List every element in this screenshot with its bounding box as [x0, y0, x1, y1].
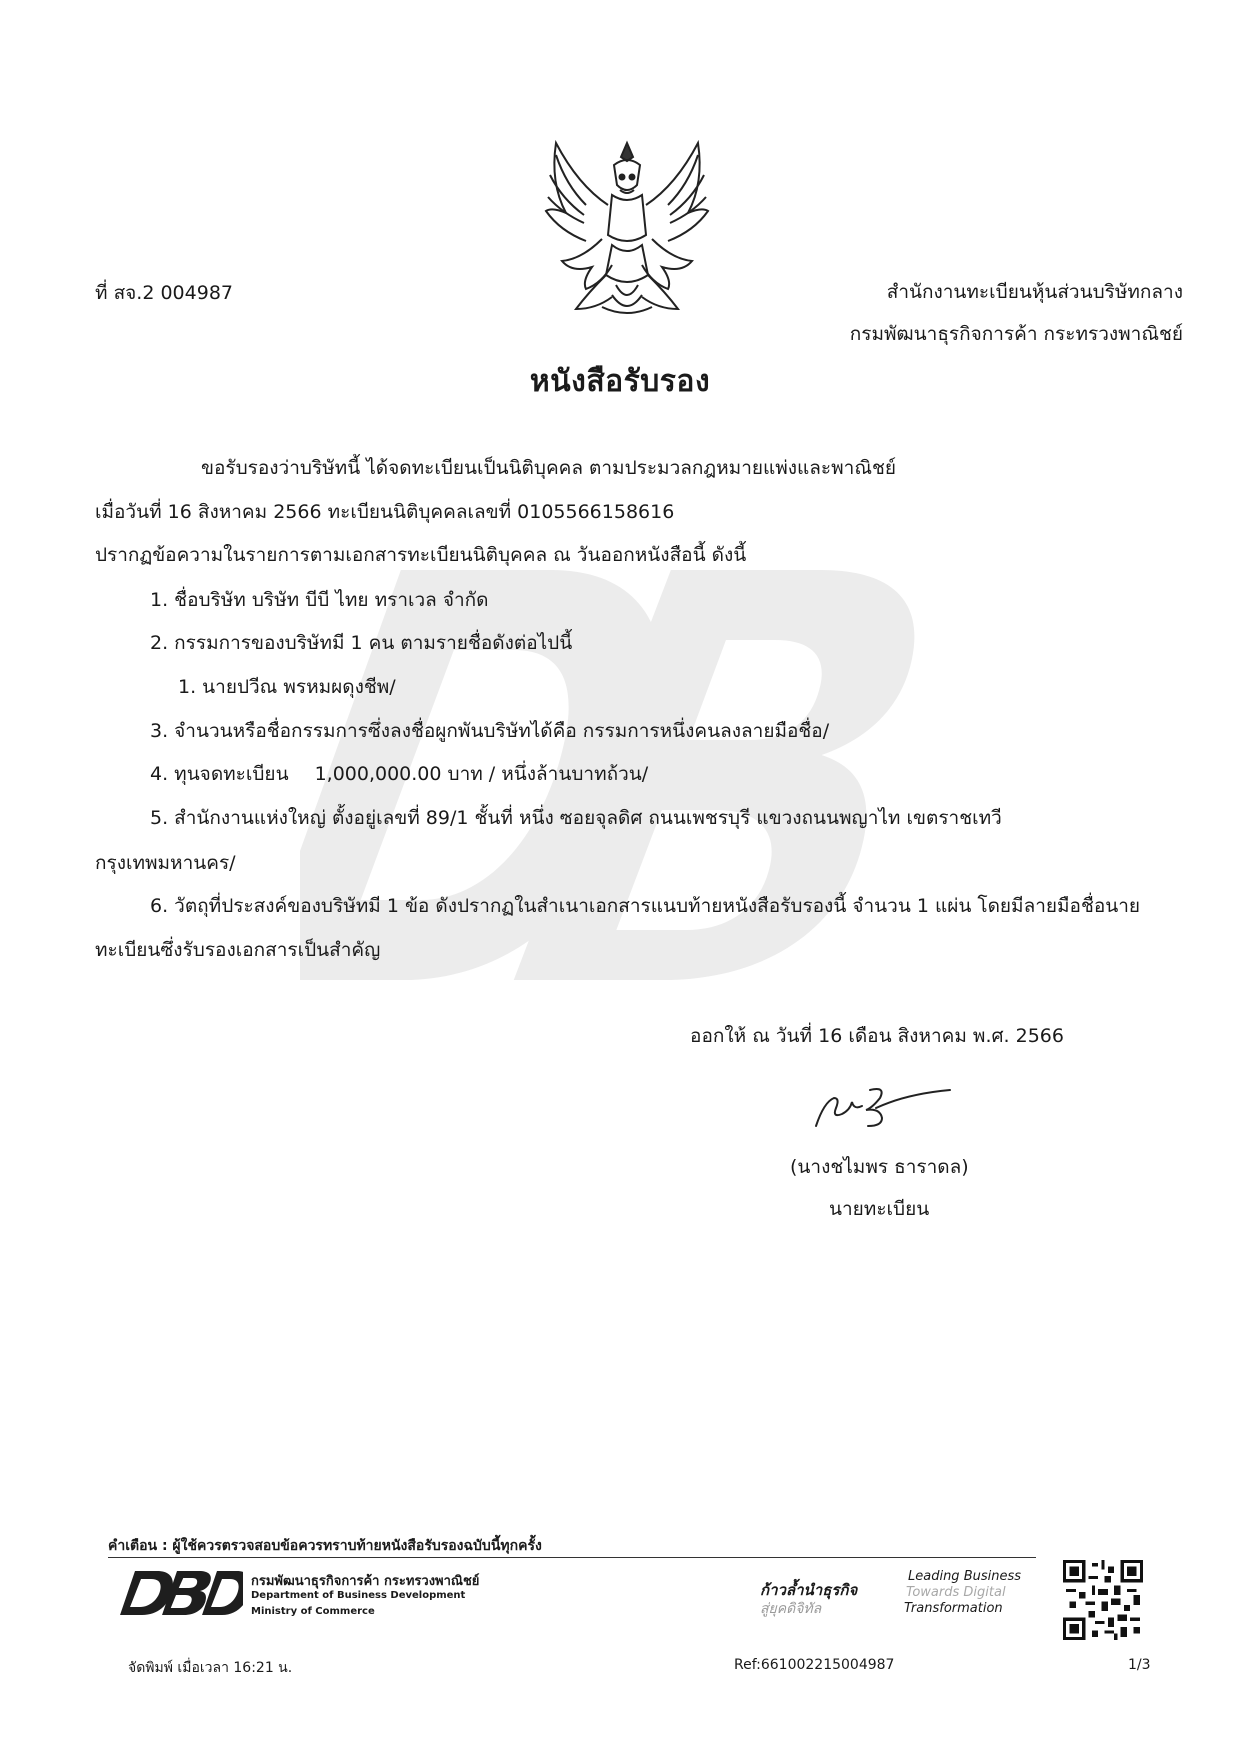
slogan-en-line-1: Leading Business [908, 1569, 1022, 1584]
document-title: หนังสือรับรอง [529, 364, 711, 399]
signer-title: นายทะเบียน [829, 1198, 930, 1220]
reference-code: Ref:661002215004987 [734, 1657, 895, 1673]
footer-divider [108, 1557, 1036, 1558]
department-name: กรมพัฒนาธุรกิจการค้า กระทรวงพาณิชย์ [849, 323, 1183, 345]
capital-label: 4. ทุนจดทะเบียน [150, 763, 289, 785]
item-company-name: 1. ชื่อบริษัท บริษัท บีบี ไทย ทราเวล จำกัด [150, 589, 489, 611]
issue-date: ออกให้ ณ วันที่ 16 เดือน สิงหาคม พ.ศ. 2566 [690, 1025, 1064, 1047]
reference-number: ที่ สจ.2 004987 [95, 282, 233, 304]
office-name: สำนักงานทะเบียนหุ้นส่วนบริษัทกลาง [886, 281, 1183, 303]
slogan-th-line-2: สู่ยุคดิจิทัล [760, 1601, 822, 1617]
item-head-office-cont: กรุงเทพมหานคร/ [95, 852, 236, 874]
footer-department-en: Department of Business Development [251, 1590, 466, 1601]
slogan-en-line-2: Towards Digital [906, 1585, 1006, 1600]
paragraph-certify: ขอรับรองว่าบริษัทนี้ ได้จดทะเบียนเป็นนิติบุคคล ตามประมวลกฎหมายแพ่งและพาณิชย์ [201, 457, 896, 479]
print-time: จัดพิมพ์ เมื่อเวลา 16:21 น. [128, 1660, 293, 1676]
paragraph-details-intro: ปรากฏข้อความในรายการตามเอกสารทะเบียนนิติบุคคล ณ วันออกหนังสือนี้ ดังนี้ [95, 544, 747, 566]
slogan-th-line-1: ก้าวล้ำนำธุรกิจ [760, 1581, 858, 1599]
garuda-emblem-icon [542, 135, 712, 320]
registrar-signature-icon [812, 1082, 952, 1132]
footer-ministry-en: Ministry of Commerce [251, 1606, 375, 1617]
item-objectives: 6. วัตถุที่ประสงค์ของบริษัทมี 1 ข้อ ดังปรากฏในสำเนาเอกสารแนบท้ายหนังสือรับรองนี้ จำนวน 1 แผ่น โดยมีลายมือชื่อนาย [150, 895, 1141, 917]
item-objectives-cont: ทะเบียนซึ่งรับรองเอกสารเป็นสำคัญ [95, 939, 381, 961]
footer-warning: คำเตือน : ผู้ใช้ควรตรวจสอบข้อควรทราบท้ายหนังสือรับรองฉบับนี้ทุกครั้ง [108, 1538, 542, 1554]
item-signing-authority: 3. จำนวนหรือชื่อกรรมการซึ่งลงชื่อผูกพันบริษัทได้คือ กรรมการหนึ่งคนลงลายมือชื่อ/ [150, 720, 830, 742]
dbd-logo-icon [118, 1567, 243, 1617]
footer-department-th: กรมพัฒนาธุรกิจการค้า กระทรวงพาณิชย์ [251, 1574, 480, 1589]
qr-code-icon[interactable] [1063, 1560, 1143, 1640]
signer-name: (นางชไมพร ธาราดล) [790, 1156, 969, 1178]
item-registered-capital [150, 765, 648, 784]
page-number: 1/3 [1128, 1657, 1151, 1673]
item-director-1: 1. นายปวีณ พรหมผดุงชีพ/ [178, 676, 396, 698]
slogan-en-line-3: Transformation [904, 1601, 1003, 1616]
item-head-office: 5. สำนักงานแห่งใหญ่ ตั้งอยู่เลขที่ 89/1 ชั้นที่ หนึ่ง ซอยจุลดิศ ถนนเพชรบุรี แขวงถนนพญาไท เขตราชเทวี [150, 807, 1002, 829]
capital-amount: 1,000,000.00 บาท / หนึ่งล้านบาทถ้วน/ [314, 763, 649, 785]
paragraph-registration: เมื่อวันที่ 16 สิงหาคม 2566 ทะเบียนนิติบุคคลเลขที่ 0105566158616 [95, 501, 675, 523]
item-directors: 2. กรรมการของบริษัทมี 1 คน ตามรายชื่อดังต่อไปนี้ [150, 632, 573, 654]
